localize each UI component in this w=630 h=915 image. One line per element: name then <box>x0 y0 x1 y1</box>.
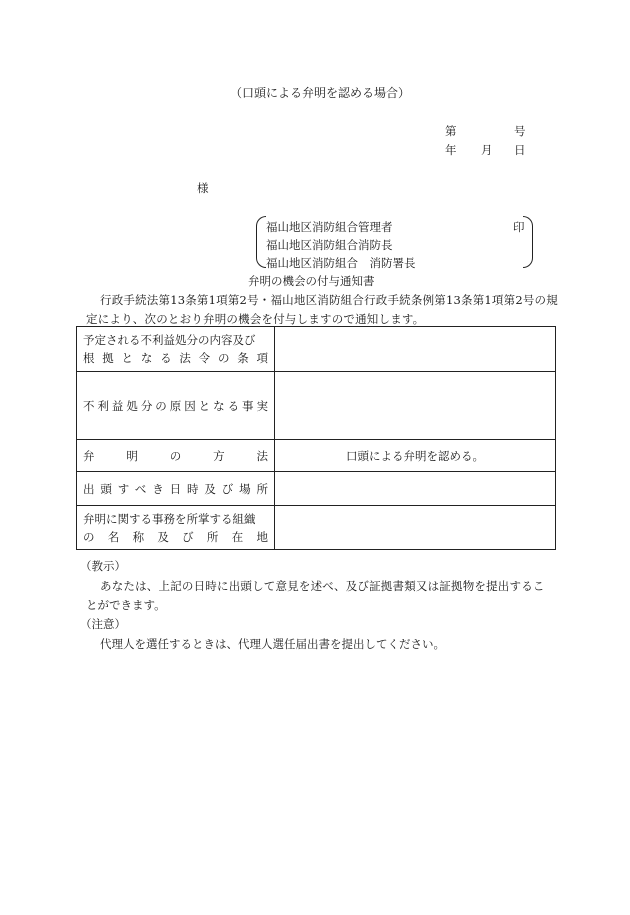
label-line: 弁明に関する事務を所掌する組織 <box>83 511 256 526</box>
instruction-heading: （教示） <box>80 559 126 573</box>
issuer-bracket-left <box>256 216 266 268</box>
document-subtitle: （口頭による弁明を認める場合） <box>230 86 411 100</box>
label-line: 根拠となる法令の条項 <box>83 351 268 365</box>
issuer-line: 福山地区消防組合管理者 <box>266 220 393 234</box>
table-label-cell <box>77 372 275 440</box>
instruction-text-line: とができます。 <box>86 598 166 612</box>
body-text-line: 定により、次のとおり弁明の機会を付与しますので通知します。 <box>86 312 425 326</box>
table-row <box>77 506 556 550</box>
table-row <box>77 472 556 506</box>
label-line: の名称及び所在地 <box>83 529 268 544</box>
recipient-honorific: 様 <box>197 181 209 195</box>
issuer-bracket-right <box>523 216 533 268</box>
label-line: 予定される不利益処分の内容及び <box>83 333 256 347</box>
label-line: 弁明の方法 <box>83 448 268 463</box>
table-label-cell <box>77 440 275 472</box>
date-day-label: 日 <box>514 143 526 157</box>
note-text-line: 代理人を選任するときは、代理人選任届出書を提出してください。 <box>100 637 445 651</box>
document-title: 弁明の機会の付与通知書 <box>248 274 375 288</box>
label-line: 出頭すべき日時及び場所 <box>83 481 268 496</box>
table-value-cell[interactable] <box>275 372 556 440</box>
date-year-label: 年 <box>445 143 457 157</box>
table-value-cell[interactable] <box>275 327 556 372</box>
label-line: 不利益処分の原因となる事実 <box>83 398 268 413</box>
issuer-line: 福山地区消防組合消防長 <box>266 238 393 252</box>
issuer-line: 福山地区消防組合 消防署長 <box>266 256 416 270</box>
table-row <box>77 327 556 372</box>
table-value-cell[interactable] <box>275 506 556 550</box>
instruction-text-line: あなたは、上記の日時に出頭して意見を述べ、及び証拠書類又は証拠物を提出するこ <box>100 579 545 593</box>
notice-table <box>76 326 556 550</box>
body-text-line: 行政手続法第13条第1項第2号・福山地区消防組合行政手続条例第13条第1項第2号の規 <box>100 293 558 307</box>
number-prefix: 第 <box>445 124 457 138</box>
seal-mark: 印 <box>513 220 525 234</box>
table-label-cell <box>77 472 275 506</box>
table-value-cell[interactable]: 口頭による弁明を認める。 <box>275 440 556 472</box>
number-suffix: 号 <box>514 124 526 138</box>
date-month-label: 月 <box>481 143 493 157</box>
table-row <box>77 372 556 440</box>
table-label-cell <box>77 506 275 550</box>
table-value-cell[interactable] <box>275 472 556 506</box>
table-row <box>77 440 556 472</box>
table-label-cell <box>77 327 275 372</box>
note-heading: （注意） <box>80 617 126 631</box>
